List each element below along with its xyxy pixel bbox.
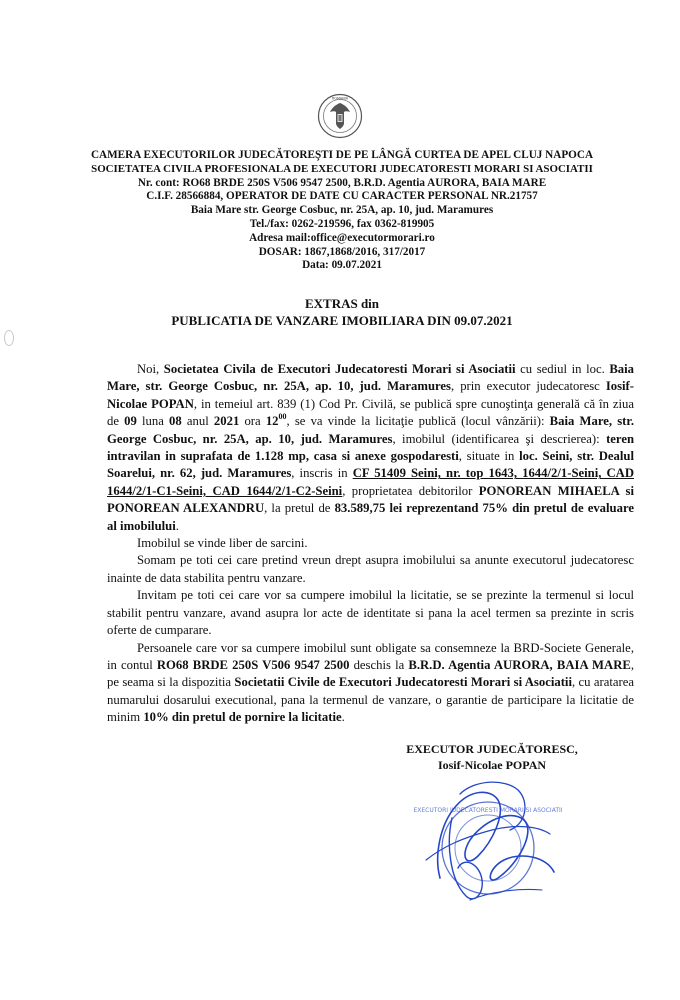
paragraph-sale-announcement [107,361,634,535]
sale-minutes: 00 [278,412,287,422]
text-span: . [175,518,179,533]
text-span: , inscris in [291,466,353,481]
header-line-address: Baia Mare str. George Cosbuc, nr. 25A, ap. 10, jud. Maramures [190,204,494,217]
text-span: Noi, [137,362,164,376]
text-span: , la pretul de [264,501,335,516]
scan-margin-mark [4,330,14,346]
text-span: , prin executor judecatoresc [450,379,606,394]
sale-year: 2021 [213,414,240,429]
sale-location: Baia Mare, str. George Cosbuc, nr. 25A, ap. 10, jud. Maramures [107,414,635,446]
header-line-email: Adresa mail:office@executormorari.ro [249,231,435,244]
guarantee-percentage: 10% din pretul de pornire la licitatie [143,710,342,725]
header-line-chamber: CAMERA EXECUTORILOR JUDECĂTOREŞTI DE PE LÂNGĂ CURTEA DE APEL CLUJ NAPOCA [90,149,594,161]
stamp-text: EXECUTORI JUDECATORESTI MORARI SI ASOCIATII [413,807,563,814]
sale-hour [266,414,287,428]
text-span: , situate in [458,449,520,464]
bank-agency: B.R.D. Agentia AURORA, BAIA MARE [408,657,631,672]
text-span: , cu aratarea numarului dosarului executional, pana la termenul de vanzare, o garantie de participare la licitatie de minim [107,675,634,725]
text-span: , imobilul (identificarea şi descrierea): [392,431,607,446]
text-span: . [341,710,345,725]
text-span: , in temeiul art. 839 (1) Cod Pr. Civilă, se publică spre cunoştinţa generală că în ziua de [107,396,635,429]
text-span: , se va vinde la licitaţie publică (locul vânzării): [286,414,550,429]
sale-month: 08 [169,414,182,429]
bailiff-name: Iosif-Nicolae POPAN [107,379,635,411]
header-line-account: Nr. cont: RO68 BRDE 250S V506 9547 2500, B.R.D. Agentia AURORA, BAIA MARE [137,176,547,189]
text-span: ora [239,414,266,429]
text-span: anul [181,414,214,429]
sale-day: 09 [124,414,137,429]
text-span: deschis la [349,657,409,672]
text-span: Persoanele care vor sa cumpere imobilul sunt obligate sa consemneze la BRD-Societe Generale, in contul [107,640,634,672]
signature-title: EXECUTOR JUDECĂTORESC, [406,742,578,756]
header-line-cif: C.I.F. 28566884, OPERATOR DE DATE CU CARACTER PERSONAL NR.21757 [146,190,538,203]
header-line-society: SOCIETATEA CIVILA PROFESIONALA DE EXECUTORI JUDECATORESTI MORARI SI ASOCIATII [91,162,593,175]
header-line-phone: Tel./fax: 0262-219596, fax 0362-819905 [249,217,435,230]
text-span: , proprietatea debitorilor [342,483,479,498]
debtor-names: PONOREAN MIHAELA si PONOREAN ALEXANDRU [107,483,635,516]
text-span: cu sediul in loc. [515,362,610,376]
signature-name: Iosif-Nicolae POPAN [437,758,547,772]
bailiff-society-name: Societatea Civila de Executori Judecatoresti Morari si Asociatii [163,362,516,376]
land-registry-reference: CF 51409 Seini, nr. top 1643, 1644/2/1-Seini, CAD 1644/2/1-C1-Seini, CAD 1644/2/1-C2-Seini [107,466,634,498]
paragraph-summons: Somam pe toti cei care pretind vreun drept asupra imobilului sa anunte executorul judecatoresc inainte de data stabilita pentru vanzare. [107,553,634,585]
society-name-dative: Societatii Civile de Executori Judecatoresti Morari si Asociatii [234,675,572,690]
sale-hour-value: 12 [265,414,279,429]
sale-price: 83.589,75 lei reprezentand 75% din pretul de evaluare al imobilului [107,501,634,533]
document-body [107,361,634,727]
bank-account-number: RO68 BRDE 250S V506 9547 2500 [156,657,350,672]
property-address: loc. Seini, str. Dealul Soarelui, nr. 62, jud. Maramures [107,449,634,481]
stamp-and-signature [400,760,580,910]
title-extract: EXTRAS din [304,296,380,311]
property-description: teren intravilan in suprafata de 1.128 mp, casa si anexe gospodaresti [107,431,635,464]
text-span: , pe seama si la dispozitia [107,657,634,690]
paragraph-free-of-charges: Imobilul se vinde liber de sarcini. [137,536,308,551]
document-title [60,295,624,329]
romania-coat-of-arms-seal [317,93,363,139]
paragraph-invitation: Invitam pe toti cei care vor sa cumpere imobilul la licitatie, se se prezinte la termenul si locul stabilit pentru vanzare, avand asupra lor acte de identitate si pana la acel termen sa prezinte in scris oferte de cumparare. [107,588,634,638]
office-address: Baia Mare, str. George Cosbuc, nr. 25A, ap. 10, jud. Maramures [107,362,635,394]
seal-text: ROMANIA [331,96,349,101]
header-line-case-number: DOSAR: 1867,1868/2016, 317/2017 [258,245,426,258]
paragraph-guarantee [107,640,634,727]
text-span: luna [136,414,170,429]
title-publication: PUBLICATIA DE VANZARE IMOBILIARA DIN 09.07.2021 [171,313,513,328]
header-line-date: Data: 09.07.2021 [302,259,382,272]
document-header [60,149,624,273]
